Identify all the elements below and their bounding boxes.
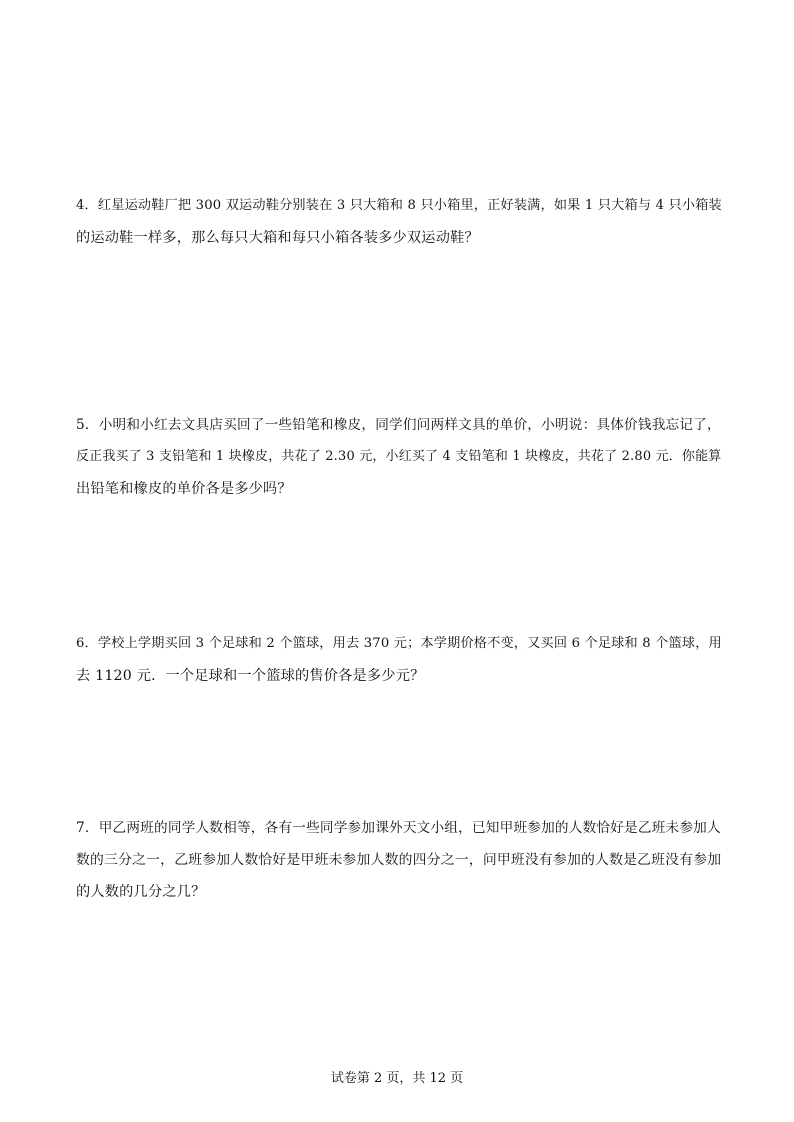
question-6-line-2: 去 1120 元．一个足球和一个篮球的售价各是多少元？ <box>76 668 425 684</box>
question-5-line-3: 出铅笔和橡皮的单价各是多少吗？ <box>76 481 292 497</box>
question-7-line-1: 7．甲乙两班的同学人数相等，各有一些同学参加课外天文小组，已知甲班参加的人数恰好是乙班未参加人 <box>76 820 721 836</box>
page-number-label: 试卷第 2 页，共 12 页 <box>330 1071 464 1086</box>
question-4-line-2: 的运动鞋一样多，那么每只大箱和每只小箱各装多少双运动鞋？ <box>76 230 479 246</box>
question-5-line-2: 反正我买了 3 支铅笔和 1 块橡皮，共花了 2.30 元，小红买了 4 支铅笔和 1 块橡皮，共花了 2.80 元．你能算 <box>76 449 722 464</box>
question-4-line-1: 4．红星运动鞋厂把 300 双运动鞋分别装在 3 只大箱和 8 只小箱里，正好装满，如果 1 只大箱与 4 只小箱装 <box>76 198 722 213</box>
page-footer <box>0 1069 794 1089</box>
question-4 <box>76 190 724 254</box>
question-7-line-3: 的人数的几分之几？ <box>76 884 206 900</box>
question-6-line-1: 6．学校上学期买回 3 个足球和 2 个篮球，用去 370 元；本学期价格不变，又买回 6 个足球和 8 个篮球，用 <box>76 636 722 651</box>
question-7 <box>76 812 724 908</box>
question-5-line-1: 5．小明和小红去文具店买回了一些铅笔和橡皮，同学们问两样文具的单价，小明说：具体价钱我忘记了， <box>76 417 721 433</box>
question-7-line-2: 数的三分之一，乙班参加人数恰好是甲班未参加人数的四分之一，问甲班没有参加的人数是乙班没有参加 <box>76 852 722 868</box>
question-6 <box>76 628 724 692</box>
question-5 <box>76 409 724 505</box>
